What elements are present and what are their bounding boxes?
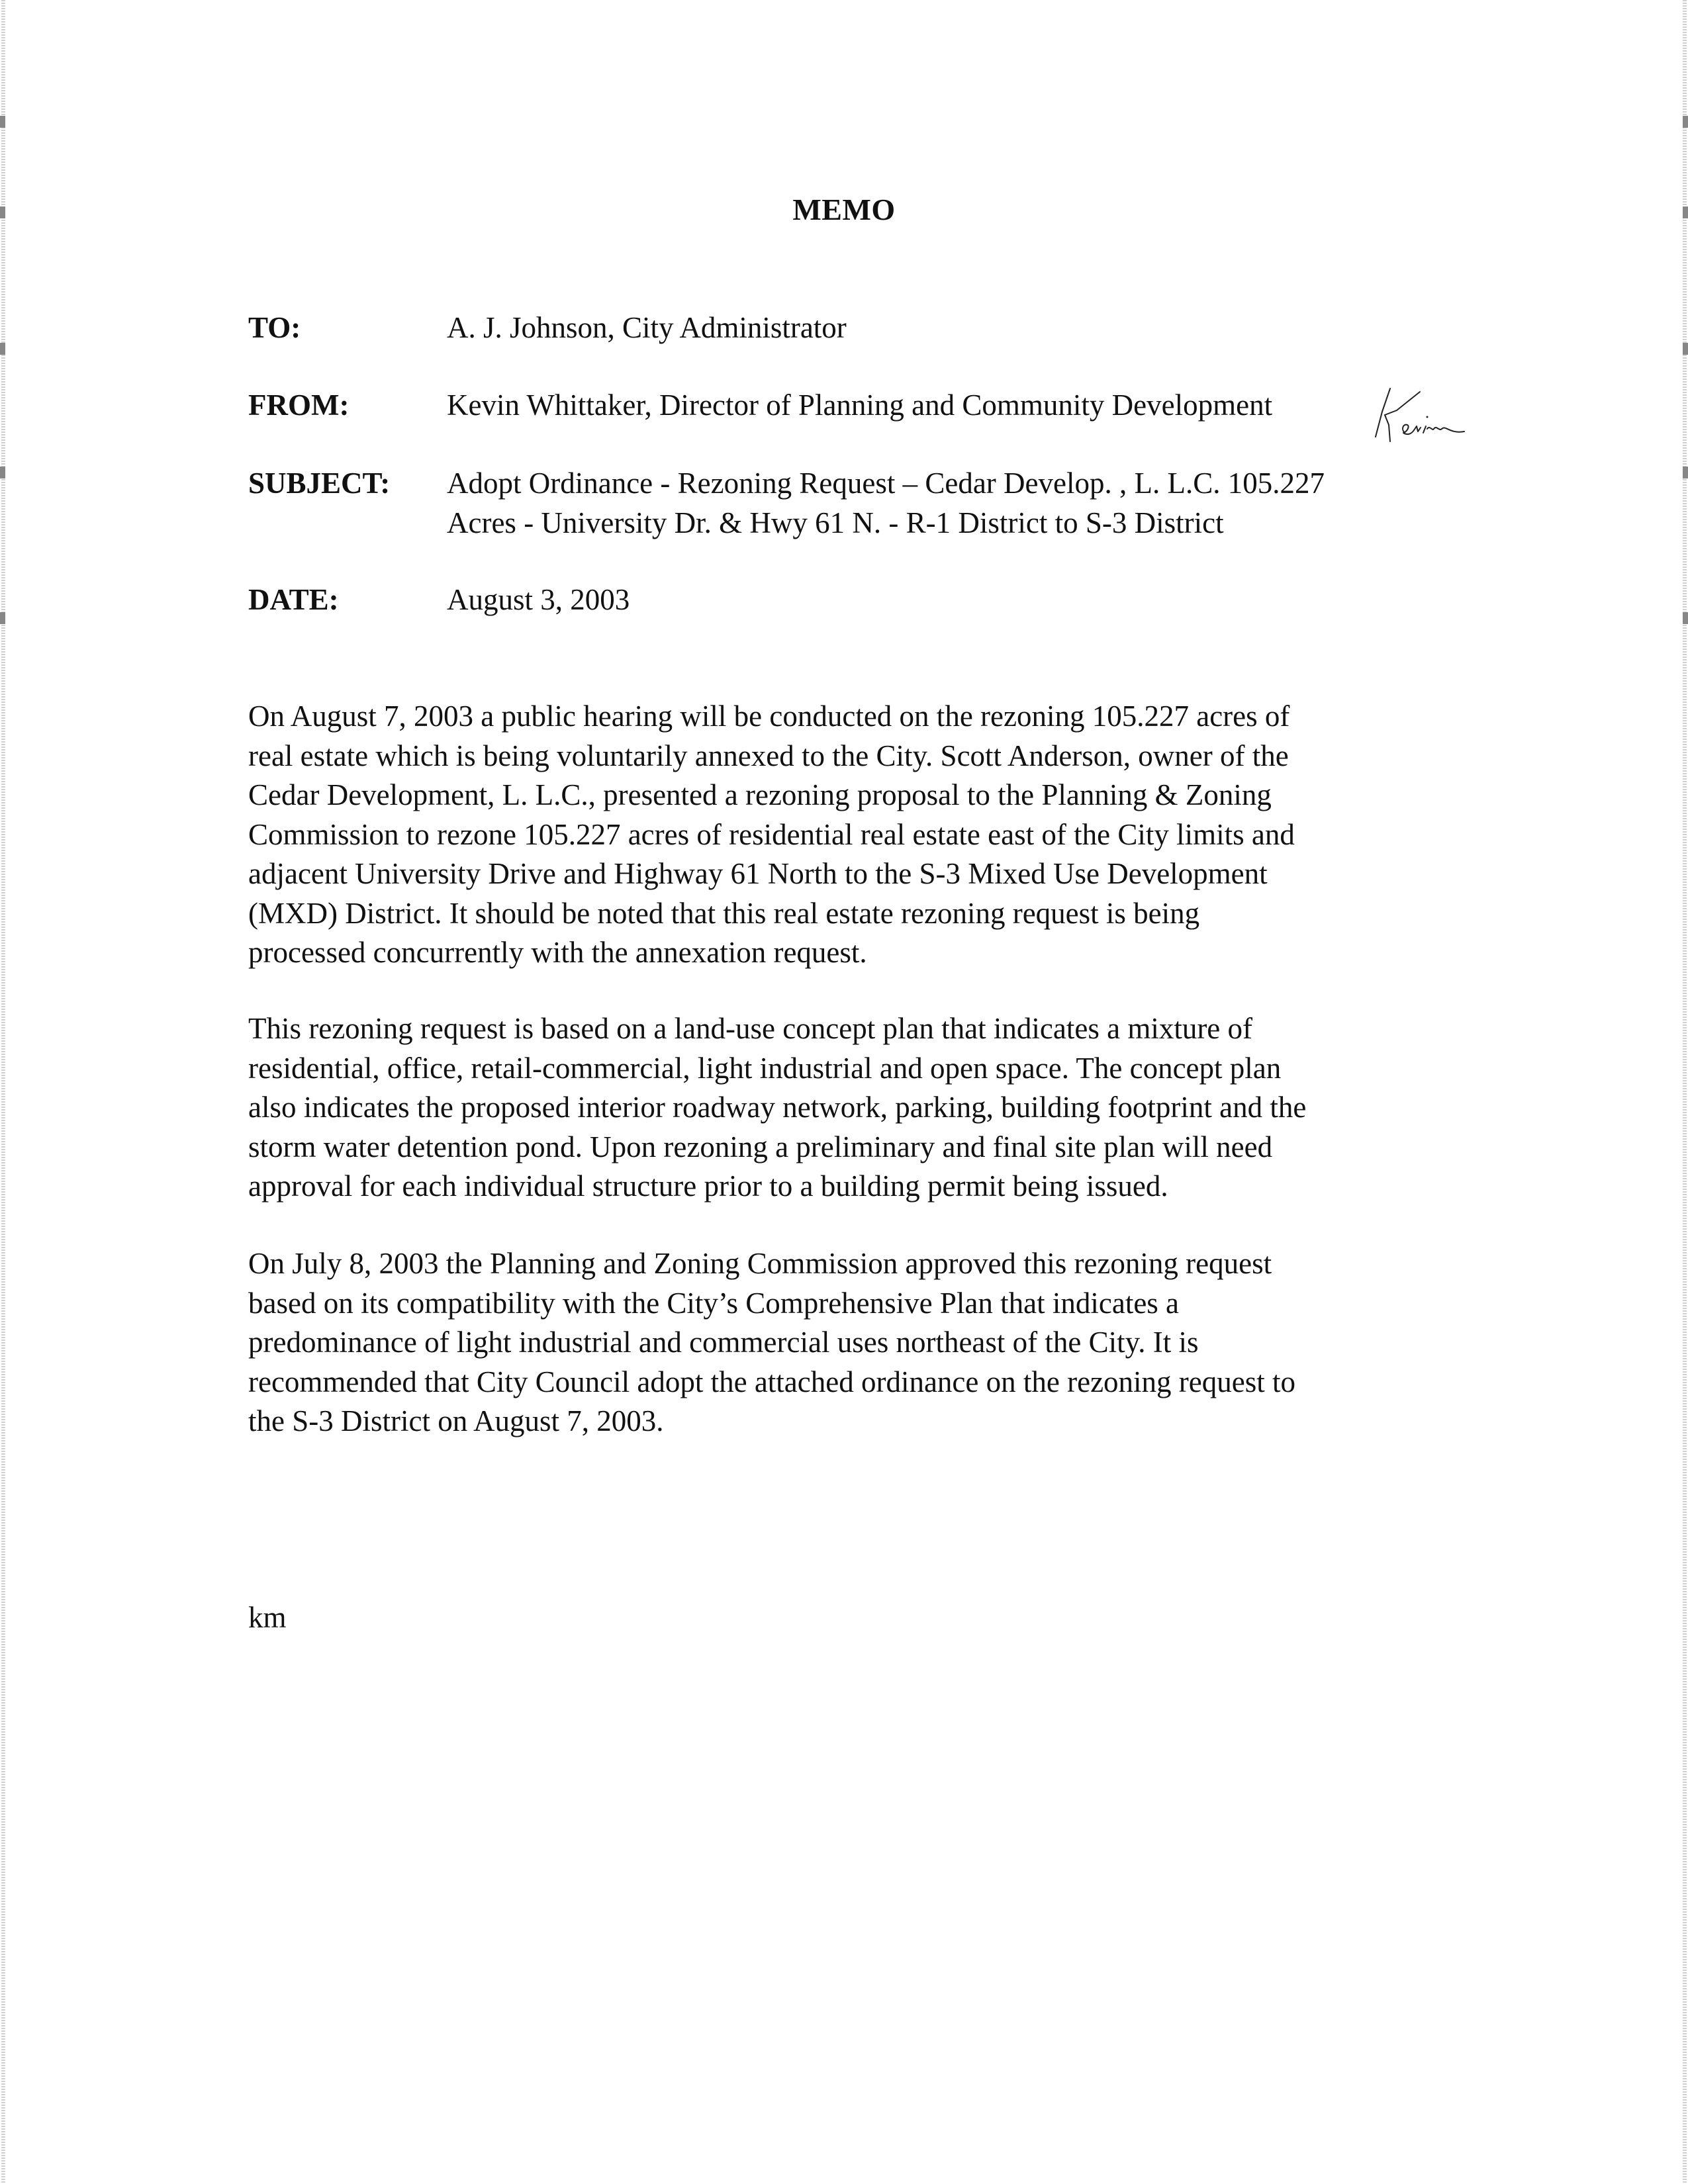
field-subject-line: Acres - University Dr. & Hwy 61 N. - R-1 District to S-3 District bbox=[447, 506, 1224, 539]
scan-mark bbox=[0, 612, 5, 624]
body-line: also indicates the proposed interior roadway network, parking, building footprint and the bbox=[248, 1091, 1307, 1124]
body-paragraph-3 bbox=[248, 1244, 1427, 1441]
body-line: This rezoning request is based on a land-use concept plan that indicates a mixture of bbox=[248, 1012, 1253, 1045]
body-line: predominance of light industrial and commercial uses northeast of the City. It is bbox=[248, 1326, 1199, 1359]
scan-edge-right bbox=[1683, 0, 1687, 2184]
body-line: (MXD) District. It should be noted that this real estate rezoning request is being bbox=[248, 896, 1200, 930]
body-line: On July 8, 2003 the Planning and Zoning Commission approved this rezoning request bbox=[248, 1247, 1272, 1280]
scan-mark bbox=[1683, 343, 1688, 355]
field-subject-label: SUBJECT: bbox=[248, 467, 391, 500]
body-paragraph-2 bbox=[248, 1009, 1427, 1206]
scan-edge-left bbox=[1, 0, 5, 2184]
field-date-label: DATE: bbox=[248, 583, 339, 616]
scan-mark bbox=[1683, 467, 1688, 478]
body-line: real estate which is being voluntarily annexed to the City. Scott Anderson, owner of the bbox=[248, 739, 1289, 772]
field-subject-line: Adopt Ordinance - Rezoning Request – Cedar Develop. , L. L.C. 105.227 bbox=[447, 467, 1325, 500]
scan-mark bbox=[1683, 612, 1688, 624]
body-line: On August 7, 2003 a public hearing will be conducted on the rezoning 105.227 acres of bbox=[248, 700, 1290, 733]
scan-mark bbox=[0, 343, 5, 355]
body-line: approval for each individual structure prior to a building permit being issued. bbox=[248, 1169, 1168, 1203]
scan-mark bbox=[1683, 116, 1688, 128]
field-to-label: TO: bbox=[248, 311, 301, 344]
body-line: based on its compatibility with the City’s Comprehensive Plan that indicates a bbox=[248, 1286, 1180, 1320]
body-line: the S-3 District on August 7, 2003. bbox=[248, 1404, 664, 1437]
body-line: processed concurrently with the annexation request. bbox=[248, 936, 867, 969]
typist-initials: km bbox=[248, 1601, 287, 1634]
body-line: Cedar Development, L. L.C., presented a rezoning proposal to the Planning & Zoning bbox=[248, 778, 1272, 811]
field-to-value: A. J. Johnson, City Administrator bbox=[447, 311, 847, 344]
memo-title: MEMO bbox=[792, 193, 896, 226]
field-from-value: Kevin Whittaker, Director of Planning and Community Development bbox=[447, 388, 1273, 422]
body-line: recommended that City Council adopt the attached ordinance on the rezoning request to bbox=[248, 1365, 1295, 1398]
body-line: storm water detention pond. Upon rezoning a preliminary and final site plan will need bbox=[248, 1130, 1273, 1163]
body-line: residential, office, retail-commercial, light industrial and open space. The concept plan bbox=[248, 1051, 1282, 1085]
scan-mark bbox=[0, 467, 5, 478]
signature-icon bbox=[1370, 385, 1470, 451]
scan-mark bbox=[0, 116, 5, 128]
field-from-label: FROM: bbox=[248, 388, 350, 422]
field-date-value: August 3, 2003 bbox=[447, 583, 630, 616]
body-line: adjacent University Drive and Highway 61 North to the S-3 Mixed Use Development bbox=[248, 857, 1268, 890]
body-paragraph-1 bbox=[248, 697, 1427, 973]
body-line: Commission to rezone 105.227 acres of residential real estate east of the City limits and bbox=[248, 817, 1295, 851]
